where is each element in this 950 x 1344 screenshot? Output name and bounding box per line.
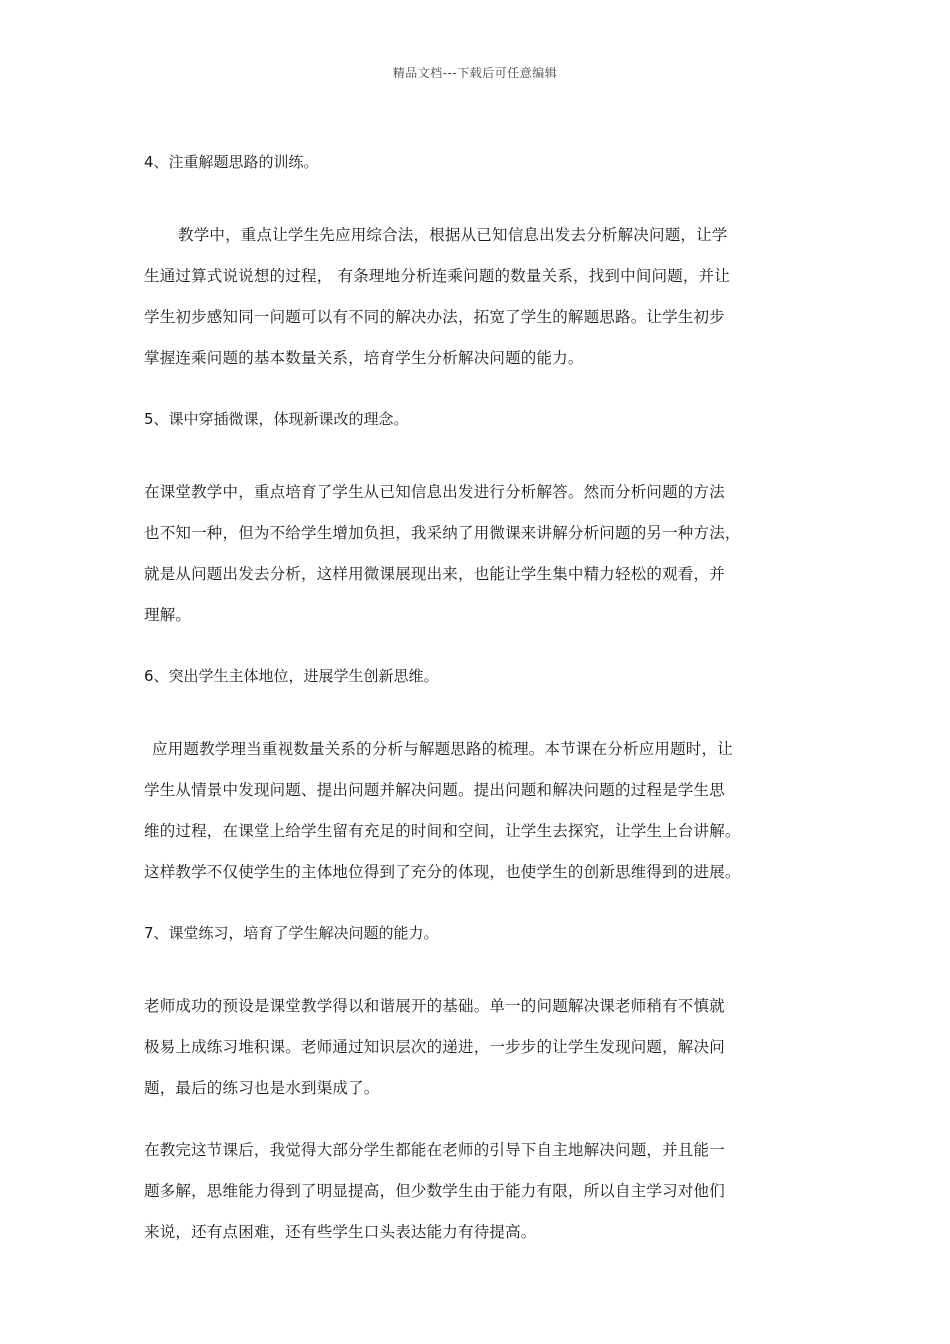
document-body xyxy=(144,150,816,1253)
section-heading: 4、注重解题思路的训练。 xyxy=(144,153,319,171)
paragraph-line: 学生初步感知同一问题可以有不同的解决办法，拓宽了学生的解题思路。让学生初步 xyxy=(144,308,725,326)
paragraph-line: 维的过程，在课堂上给学生留有充足的时间和空间，让学生去探究，让学生上台讲解。 xyxy=(144,822,741,840)
paragraph-line: 极易上成练习堆积课。老师通过知识层次的递进，一步步的让学生发现问题，解决问 xyxy=(144,1038,725,1056)
paragraph-line: 这样教学不仅使学生的主体地位得到了充分的体现，也使学生的创新思维得到的进展。 xyxy=(144,863,741,881)
page-header: 精品文档---下载后可任意编辑 xyxy=(392,66,558,80)
paragraph-line: 在教完这节课后，我觉得大部分学生都能在老师的引导下自主地解决问题，并且能一 xyxy=(144,1141,725,1159)
paragraph-line: 在课堂教学中，重点培育了学生从已知信息出发进行分析解答。然而分析问题的方法 xyxy=(144,483,725,501)
paragraph-line: 就是从问题出发去分析，这样用微课展现出来，也能让学生集中精力轻松的观看，并 xyxy=(144,565,725,583)
paragraph xyxy=(144,986,816,1109)
section-heading: 5、课中穿插微课，体现新课改的理念。 xyxy=(144,410,409,428)
section-heading: 6、突出学生主体地位，进展学生创新思维。 xyxy=(144,667,439,685)
section-heading: 7、课堂练习，培育了学生解决问题的能力。 xyxy=(144,924,439,942)
paragraph-line: 来说，还有点困难，还有些学生口头表达能力有待提高。 xyxy=(144,1223,537,1241)
paragraph xyxy=(144,1130,816,1253)
paragraph-line: 教学中，重点让学生先应用综合法，根据从已知信息出发去分析解决问题，让学 xyxy=(178,226,728,244)
paragraph-line: 生通过算式说说想的过程， 有条理地分析连乘问题的数量关系，找到中间问题，并让 xyxy=(144,267,731,285)
paragraph-line: 学生从情景中发现问题、提出问题并解决问题。提出问题和解决问题的过程是学生思 xyxy=(144,781,725,799)
paragraph-line: 题多解，思维能力得到了明显提高，但少数学生由于能力有限，所以自主学习对他们 xyxy=(144,1182,725,1200)
paragraph-line: 应用题教学理当重视数量关系的分析与解题思路的梳理。本节课在分析应用题时，让 xyxy=(152,740,733,758)
paragraph-line: 也不知一种，但为不给学生增加负担，我采纳了用微课来讲解分析问题的另一种方法， xyxy=(144,524,741,542)
paragraph-line: 掌握连乘问题的基本数量关系，培育学生分析解决问题的能力。 xyxy=(144,349,584,367)
paragraph xyxy=(144,472,816,636)
paragraph-line: 老师成功的预设是课堂教学得以和谐展开的基础。单一的问题解决课老师稍有不慎就 xyxy=(144,997,725,1015)
paragraph-line: 理解。 xyxy=(144,606,192,624)
paragraph xyxy=(144,729,816,893)
paragraph xyxy=(144,215,816,379)
paragraph-line: 题，最后的练习也是水到渠成了。 xyxy=(144,1079,380,1097)
